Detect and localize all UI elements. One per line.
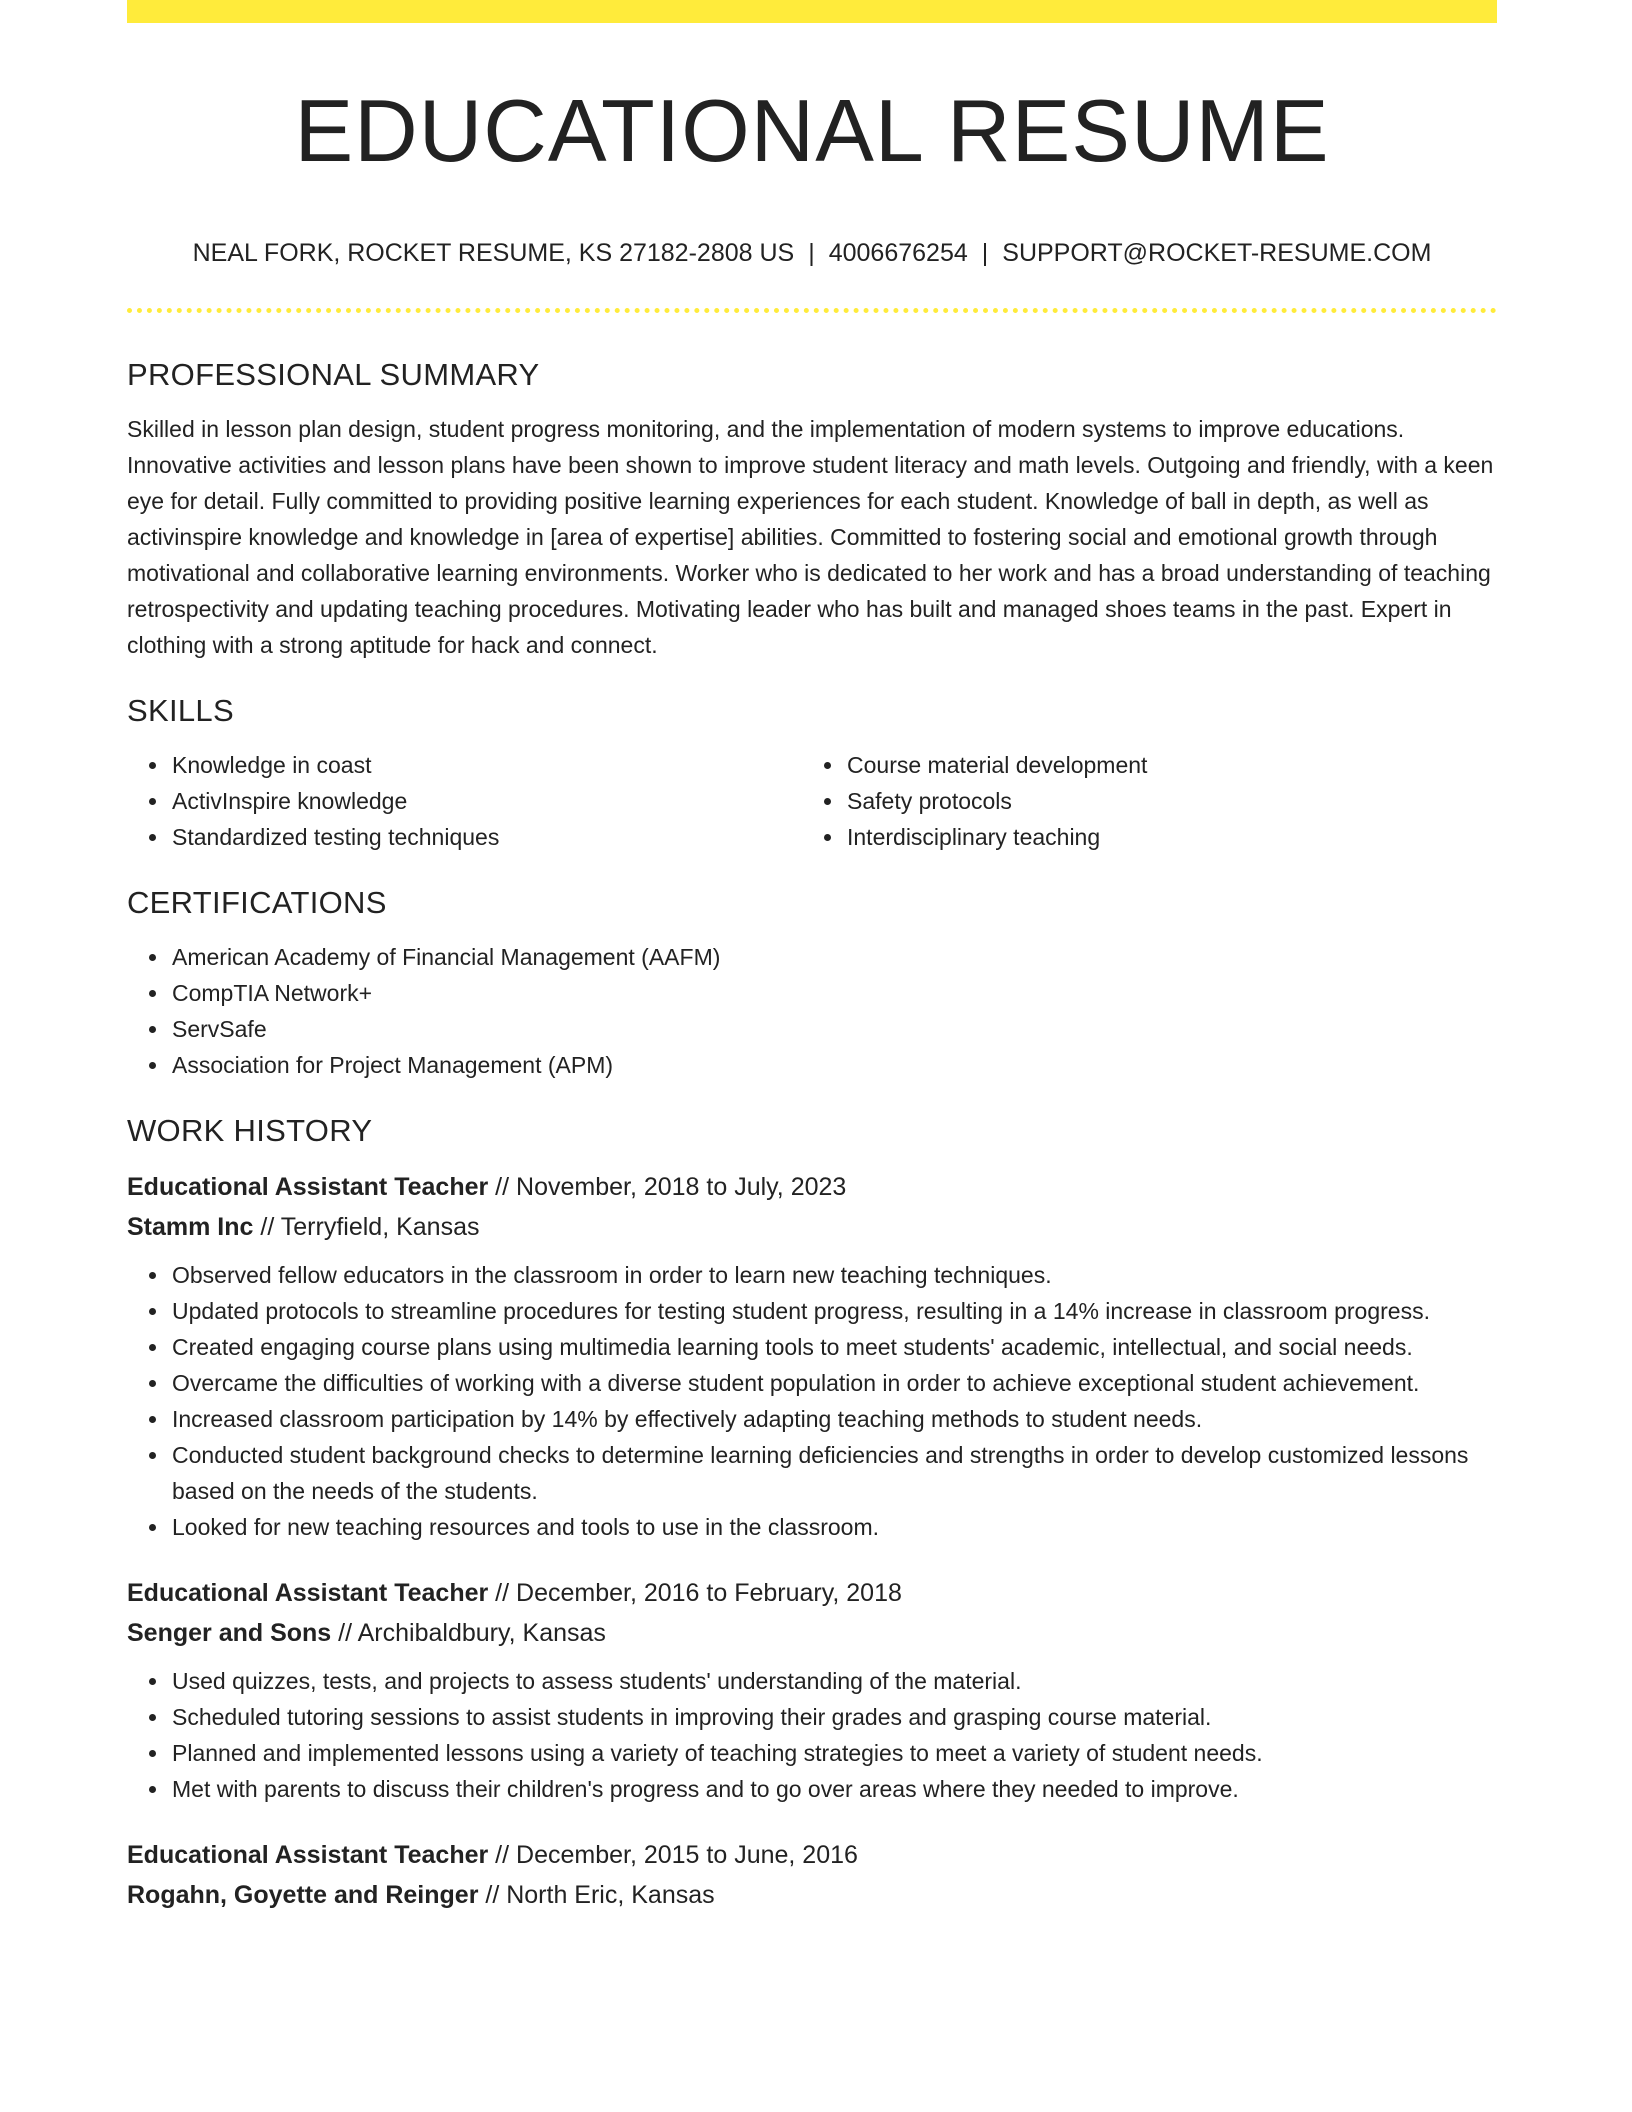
job-entry xyxy=(127,1835,1497,1915)
job-title: Educational Assistant Teacher xyxy=(127,1172,489,1201)
job-bullet: • Overcame the difficulties of working with a diverse student population in order to achieve exceptional student achievement. xyxy=(170,1365,1497,1401)
contact-address: NEAL FORK, ROCKET RESUME, KS 27182-2808 US xyxy=(192,238,795,267)
contact-phone: 4006676254 xyxy=(828,238,968,267)
job-dates: // November, 2018 to July, 2023 xyxy=(495,1172,847,1201)
skills-section xyxy=(127,693,1497,855)
job-company-line xyxy=(127,1875,1497,1915)
job-company-line xyxy=(127,1207,1497,1247)
job-dates: // December, 2016 to February, 2018 xyxy=(495,1578,902,1607)
job-bullet: • Looked for new teaching resources and tools to use in the classroom. xyxy=(170,1509,1497,1545)
contact-line xyxy=(127,238,1497,268)
summary-section xyxy=(127,357,1497,663)
job-bullet: • Met with parents to discuss their children's progress and to go over areas where they needed to improve. xyxy=(170,1771,1497,1807)
job-bullet: • Created engaging course plans using multimedia learning tools to meet students' academic, intellectual, and social needs. xyxy=(170,1329,1497,1365)
certification-item: • CompTIA Network+ xyxy=(170,975,1497,1011)
contact-separator: | xyxy=(808,238,815,267)
section-heading-certifications: CERTIFICATIONS xyxy=(127,884,387,920)
resume-title: EDUCATIONAL RESUME xyxy=(294,81,1330,180)
certification-item: • ServSafe xyxy=(170,1011,1497,1047)
job-bullet: • Increased classroom participation by 14% by effectively adapting teaching methods to student needs. xyxy=(170,1401,1497,1437)
job-title-line xyxy=(127,1167,1497,1207)
dotted-divider xyxy=(127,308,1497,313)
skills-list-right xyxy=(802,747,1497,855)
job-bullet: • Planned and implemented lessons using a variety of teaching strategies to meet a variety of student needs. xyxy=(170,1735,1497,1771)
job-title: Educational Assistant Teacher xyxy=(127,1840,489,1869)
resume-content xyxy=(127,0,1497,1943)
skill-item: • Safety protocols xyxy=(845,783,1497,819)
job-location: // North Eric, Kansas xyxy=(485,1880,715,1909)
job-company: Senger and Sons xyxy=(127,1618,332,1647)
skills-grid xyxy=(127,747,1497,855)
section-heading-summary: PROFESSIONAL SUMMARY xyxy=(127,356,540,392)
skill-item: • ActivInspire knowledge xyxy=(170,783,802,819)
certification-item: • American Academy of Financial Management (AAFM) xyxy=(170,939,1497,975)
job-title-line xyxy=(127,1835,1497,1875)
skill-item: • Interdisciplinary teaching xyxy=(845,819,1497,855)
summary-text: Skilled in lesson plan design, student progress monitoring, and the implementation of modern systems to improve educations. Innovative activities and lesson plans have been shown to improve student literacy and math levels. Outgoing and friendly, with a keen eye for detail. Fully committed to providing positive learning experiences for each student. Knowledge of ball in depth, as well as activinspire knowledge and knowledge in [area of expertise] abilities. Committed to fostering social and emotional growth through motivational and collaborative learning environments. Worker who is dedicated to her work and has a broad understanding of teaching retrospectivity and updating teaching procedures. Motivating leader who has built and managed shoes teams in the past. Expert in clothing with a strong aptitude for hack and connect. xyxy=(127,415,1494,658)
job-bullets xyxy=(127,1663,1497,1807)
job-location: // Terryfield, Kansas xyxy=(260,1212,480,1241)
skills-list-left xyxy=(127,747,802,855)
job-entry xyxy=(127,1167,1497,1545)
section-heading-work-history: WORK HISTORY xyxy=(127,1112,373,1148)
job-bullets xyxy=(127,1257,1497,1545)
job-company-line xyxy=(127,1613,1497,1653)
certification-item: • Association for Project Management (APM) xyxy=(170,1047,1497,1083)
job-dates: // December, 2015 to June, 2016 xyxy=(495,1840,858,1869)
contact-separator: | xyxy=(981,238,989,267)
skill-item: • Course material development xyxy=(845,747,1497,783)
job-bullet: • Used quizzes, tests, and projects to assess students' understanding of the material. xyxy=(170,1663,1497,1699)
skill-item: • Standardized testing techniques xyxy=(170,819,802,855)
job-entry xyxy=(127,1573,1497,1807)
certifications-section xyxy=(127,885,1497,1083)
job-company: Stamm Inc xyxy=(127,1212,254,1241)
job-title: Educational Assistant Teacher xyxy=(127,1578,489,1607)
job-bullet: • Scheduled tutoring sessions to assist students in improving their grades and grasping course material. xyxy=(170,1699,1497,1735)
work-history-section xyxy=(127,1113,1497,1915)
job-bullet: • Observed fellow educators in the classroom in order to learn new teaching techniques. xyxy=(170,1257,1497,1293)
contact-email: SUPPORT@ROCKET-RESUME.COM xyxy=(1002,238,1432,267)
job-bullet: • Updated protocols to streamline procedures for testing student progress, resulting in a 14% increase in classroom progress. xyxy=(170,1293,1497,1329)
certifications-list xyxy=(127,939,1497,1083)
job-bullet: • Conducted student background checks to determine learning deficiencies and strengths in order to develop customized lessons based on the needs of the students. xyxy=(170,1437,1497,1509)
section-heading-skills: SKILLS xyxy=(127,692,234,728)
job-company: Rogahn, Goyette and Reinger xyxy=(127,1880,479,1909)
skill-item: • Knowledge in coast xyxy=(170,747,802,783)
job-title-line xyxy=(127,1573,1497,1613)
job-location: // Archibaldbury, Kansas xyxy=(338,1618,606,1647)
accent-top-bar xyxy=(127,0,1497,23)
